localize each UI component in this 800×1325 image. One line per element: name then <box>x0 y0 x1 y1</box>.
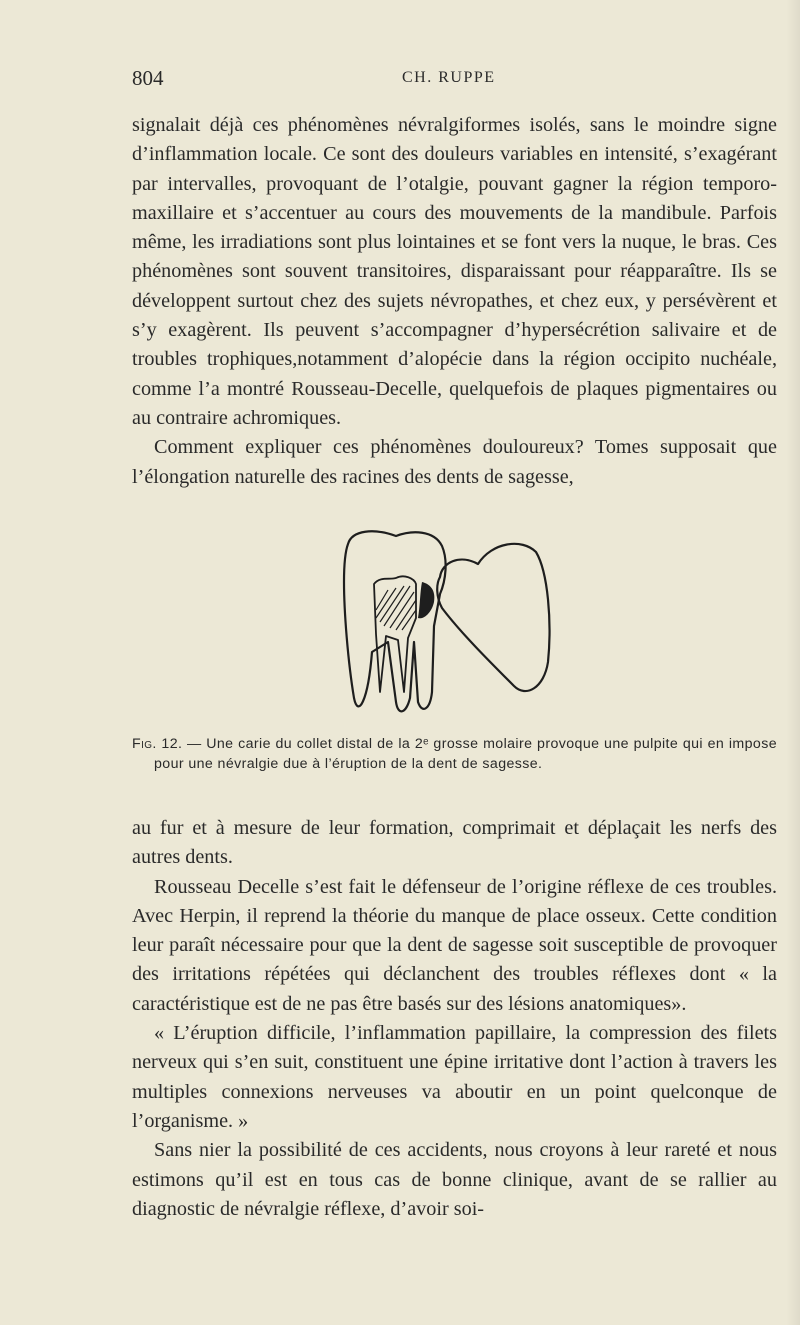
page-header <box>132 66 777 92</box>
paragraph: Comment expliquer ces phénomènes douloureux? Tomes supposait que l’élongation naturelle des racines des dents de sagesse, <box>132 436 777 488</box>
page-number: 804 <box>132 66 164 90</box>
paragraph: « L’éruption difficile, l’inflammation papillaire, la compression des filets nerveux qui s’en suit, constituent une épine irritative dont l’action à travers les multiples connexions nerveuses va aboutir en un point quelconque de l’organisme. » <box>132 1022 777 1132</box>
pulp-hatching <box>376 586 416 630</box>
paragraph: Sans nier la possibilité de ces accidents, nous croyons à leur rareté et nous estimons qu’il est en tous cas de bonne clinique, avant de se rallier au diagnostic de névralgie réflexe, d’avoir soi- <box>132 1139 777 1220</box>
tooth-illustration <box>330 522 570 722</box>
text-block-bottom <box>132 814 777 1224</box>
text-block-top <box>132 111 777 492</box>
paragraph: Rousseau Decelle s’est fait le défenseur de l’origine réflexe de ces troubles. Avec Herpin, il reprend la théorie du manque de place osseux. Cette condition leur paraît nécessaire pour que la dent de sagesse soit susceptible de provoquer des irritations répétées qui déclanchent des troubles réflexes dont « la caractéristique est de ne pas être basés sur des lésions anatomiques». <box>132 875 777 1015</box>
figure-caption <box>132 734 777 774</box>
paragraph: signalait déjà ces phénomènes névralgiformes isolés, sans le moindre signe d’inflammation locale. Ce sont des douleurs variables en intensité, s’exagérant par intervalles, provoquant de l’otalgie, pouvant gagner la région temporo-maxillaire et s’accentuer au cours des mouvements de la mandibule. Parfois même, les irradiations sont plus lointaines et se font vers la nuque, le bras. Ces phénomènes sont souvent transitoires, disparaissant pour réapparaître. Ils se développent surtout chez des sujets névropathes, et chez eux, y persévèrent et s’y exagèrent. Ils peuvent s’accompagner d’hypersécrétion salivaire et de troubles trophiques,notamment d’alopécie dans la région occipito nuchéale, comme l’a montré Rousseau-Decelle, quelquefois de plaques pigmentaires ou au contraire achromiques. <box>132 114 777 429</box>
figure-label: Fig. 12. — <box>132 736 202 752</box>
paragraph: au fur et à mesure de leur formation, comprimait et déplaçait les nerfs des autres dents. <box>132 817 777 869</box>
wisdom-tooth-outline <box>437 544 549 691</box>
figure-caption-text: Une carie du collet distal de la 2ᵉ grosse molaire provoque une pulpite qui en impose pour une névralgie due à l’éruption de la dent de sagesse. <box>154 736 777 772</box>
pulp-chamber <box>374 576 416 692</box>
running-head: CH. RUPPE <box>402 69 496 86</box>
carious-lesion <box>418 582 434 618</box>
page-edge-shadow <box>786 0 800 1325</box>
